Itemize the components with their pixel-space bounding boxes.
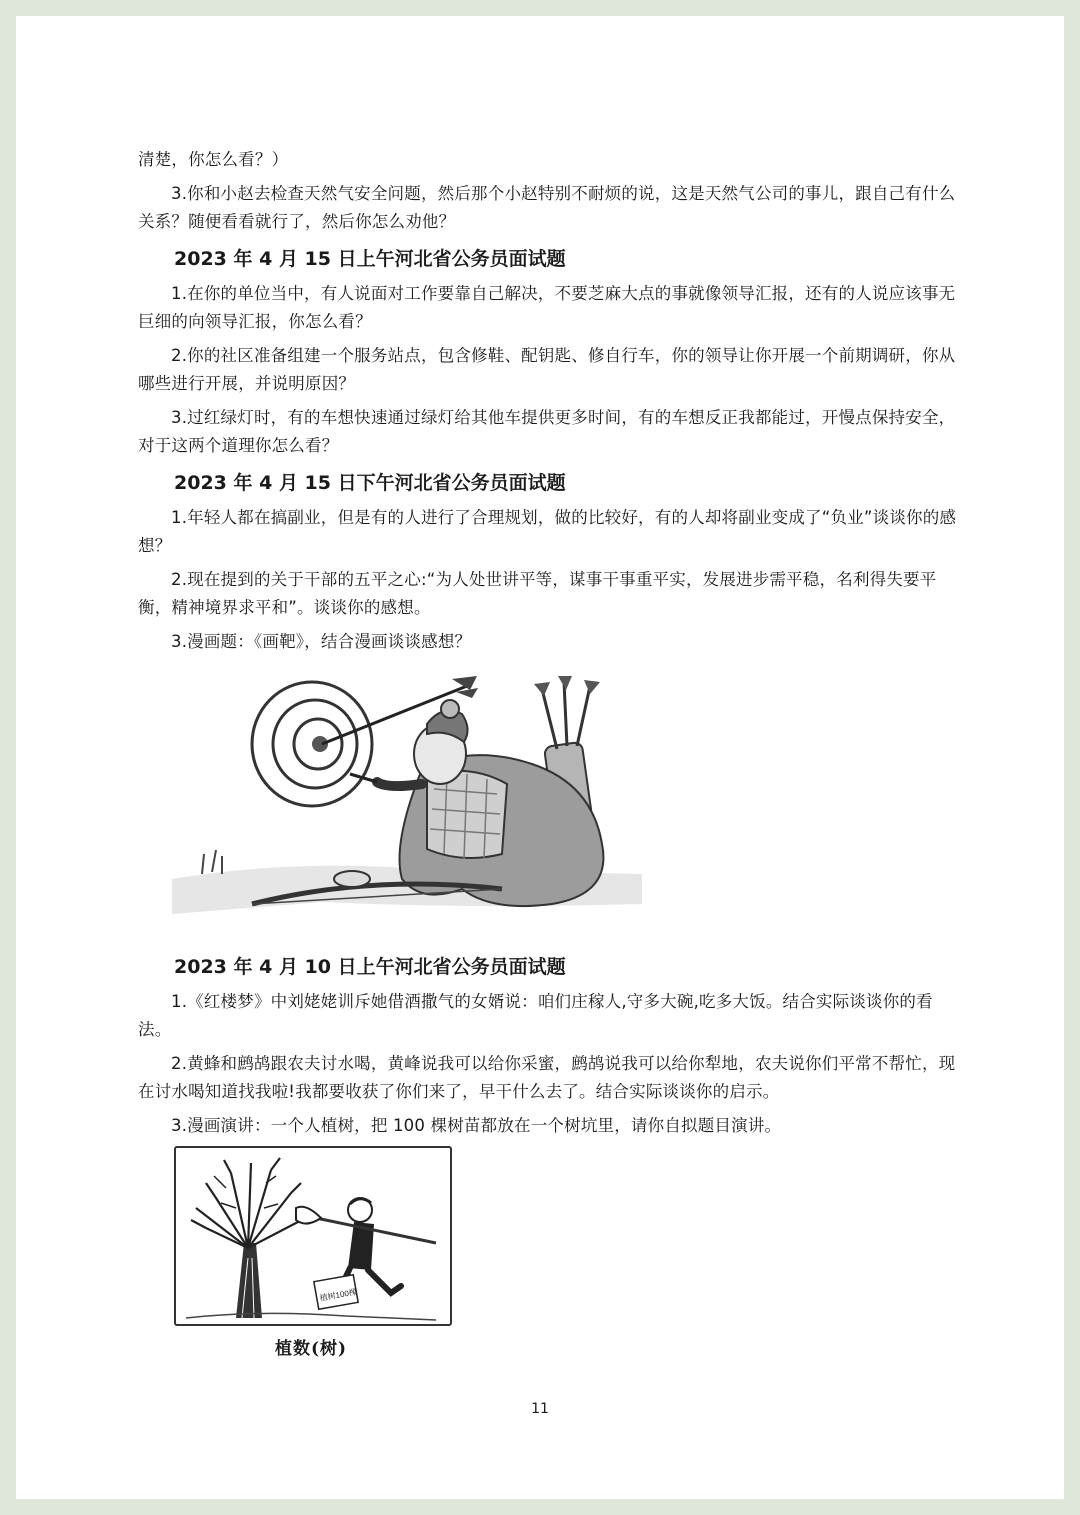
question-continuation: 清楚，你怎么看？） xyxy=(138,150,289,169)
question-text: 3.漫画题：《画靶》，结合漫画谈谈感想？ xyxy=(171,632,472,651)
question-text: 3.过红绿灯时，有的车想快速通过绿灯给其他车提供更多时间，有的车想反正我都能过，开慢点保持安全，对于这两个道理你怎么看？ xyxy=(138,408,956,455)
question-text: 3.你和小赵去检查天然气安全问题，然后那个小赵特别不耐烦的说，这是天然气公司的事儿，跟自己有什么关系？随便看看就行了，然后你怎么劝他？ xyxy=(138,184,956,231)
section-title: 2023 年 4 月 10 日上午河北省公务员面试题 xyxy=(174,956,566,978)
page-content xyxy=(138,146,958,1359)
question-text: 2.你的社区准备组建一个服务站点，包含修鞋、配钥匙、修自行车，你的领导让你开展一个前期调研，你从哪些进行开展，并说明原因？ xyxy=(138,346,956,393)
document-page xyxy=(16,16,1064,1499)
target-cartoon-illustration xyxy=(172,674,642,944)
planting-cartoon-illustration xyxy=(174,1146,452,1326)
target-cartoon-drawing xyxy=(172,674,642,944)
question-text: 2.黄蜂和鹧鸪跟农夫讨水喝，黄峰说我可以给你采蜜，鹧鸪说我可以给你犁地，农夫说你们平常不帮忙，现在讨水喝知道找我啦!我都要收获了你们来了，早干什么去了。结合实际谈谈你的启示。 xyxy=(138,1054,956,1101)
planting-cartoon-figure xyxy=(174,1146,454,1359)
question-text: 1.在你的单位当中，有人说面对工作要靠自己解决，不要芝麻大点的事就像领导汇报，还有的人说应该事无巨细的向领导汇报，你怎么看？ xyxy=(138,284,956,331)
section-title: 2023 年 4 月 15 日下午河北省公务员面试题 xyxy=(174,472,566,494)
page-number: 11 xyxy=(531,1401,549,1417)
planting-cartoon-drawing xyxy=(176,1148,450,1324)
cartoon-caption: 植数(树) xyxy=(274,1339,348,1359)
tree-sign-text: 植树100棵 xyxy=(319,1287,358,1303)
question-text: 2.现在提到的关于干部的五平之心:“为人处世讲平等，谋事干事重平实，发展进步需平稳，名利得失要平衡，精神境界求平和”。谈谈你的感想。 xyxy=(138,570,937,617)
question-text: 1.年轻人都在搞副业，但是有的人进行了合理规划，做的比较好，有的人却将副业变成了“负业”谈谈你的感想？ xyxy=(138,508,957,555)
question-text: 3.漫画演讲：一个人植树，把 100 棵树苗都放在一个树坑里，请你自拟题目演讲。 xyxy=(171,1116,782,1135)
question-text: 1.《红楼梦》中刘姥姥训斥她借酒撒气的女婿说：咱们庄稼人,守多大碗,吃多大饭。结合实际谈谈你的看法。 xyxy=(138,992,933,1039)
section-title: 2023 年 4 月 15 日上午河北省公务员面试题 xyxy=(174,248,566,270)
